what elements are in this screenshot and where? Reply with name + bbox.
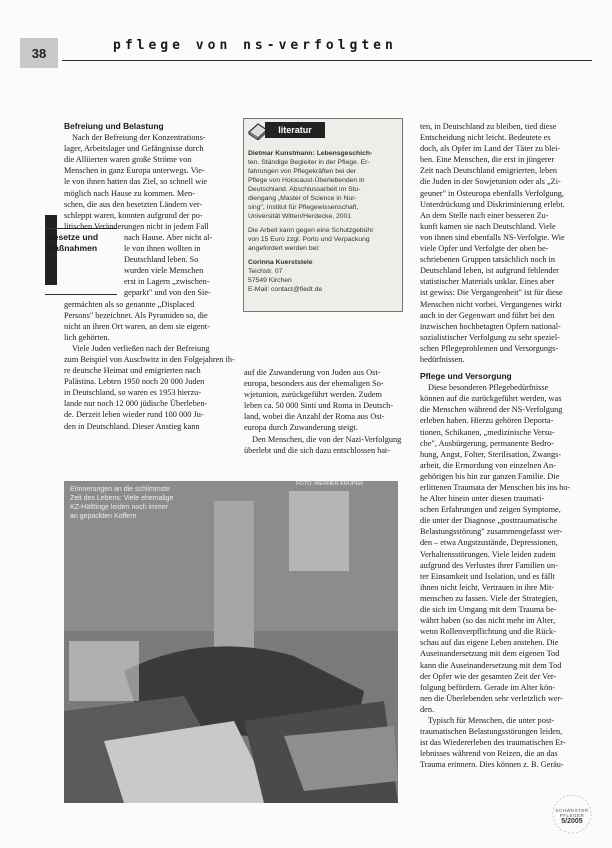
text-line: Menschen nicht vorbei. Vergangenes wirkt bbox=[420, 299, 562, 309]
text-line: Persons" bezeichnet. Als Pyramiden so, die bbox=[64, 310, 208, 320]
text-line: Menschen in ganz Europa unterwegs. Vie- bbox=[64, 166, 205, 176]
photo-credit: FOTO: WERNER KRÜPER bbox=[296, 481, 364, 487]
text-line: che", Ausbürgerung, permanente Bedro- bbox=[420, 438, 554, 448]
right-column bbox=[420, 121, 586, 770]
text-line: inzwischen hochbetagten Opfern national- bbox=[420, 321, 561, 331]
left-column bbox=[64, 121, 236, 432]
literature-note-line: angefordert werden bei: bbox=[248, 245, 320, 252]
contact-line: 57549 Kirchen bbox=[248, 277, 292, 284]
contact-email: E-Mail: contact@fiedt.de bbox=[248, 286, 323, 293]
literature-line: sing", Institut für Pflegewissenschaft, bbox=[248, 204, 359, 211]
text-line: ben. Eine Menschen, die erst in jüngerer bbox=[420, 155, 555, 165]
text-line: Viele Juden verließen nach der Befreiung bbox=[72, 343, 210, 353]
text-line: re deutsche Heimat und emigrierten nach bbox=[64, 366, 201, 376]
text-line: he Alter hinein unter diesen traumati- bbox=[420, 494, 545, 504]
margin-label-line: Maßnahmen bbox=[47, 243, 98, 253]
text-line: Trauma erinnern. Dies können z. B. Geräu- bbox=[420, 760, 564, 770]
text-line: Deutschland leben. So bbox=[124, 255, 199, 265]
text-line: viele Opfer und Verfolgte der oben be- bbox=[420, 244, 549, 254]
caption-line: Erinnerungen an die schlimmste bbox=[70, 486, 170, 493]
text-line: lich gehörten. bbox=[64, 332, 110, 342]
text-line: erlittenen Traumata der Menschen bis ins ho- bbox=[420, 483, 571, 492]
caption-line: KZ-Häftlinge leiden noch immer bbox=[70, 504, 169, 511]
text-line: Unterdrückung und Diskriminierung erlebt. bbox=[420, 199, 565, 209]
text-line: litischen Veränderungen nicht in jedem Fall bbox=[64, 221, 209, 231]
literature-line: Dietmar Kunstmann: Lebensgeschich- bbox=[248, 150, 373, 157]
photo-caption bbox=[70, 485, 245, 521]
text-line: hung, Angst, Folter, Sterilisation, Zwangs- bbox=[420, 449, 562, 459]
text-line: land, wobei die Anzahl der Roma aus Ost- bbox=[244, 412, 385, 422]
page-number: 38 bbox=[20, 38, 58, 68]
text-line: Deutschland leben, ist aufgrund fehlender bbox=[420, 266, 559, 276]
literature-line: ten. Ständige Begleiter in der Pflege. Er- bbox=[248, 159, 370, 166]
text-line: lande nur noch 12 000 jüdische Überleben- bbox=[64, 399, 208, 409]
text-line: auch in der Gegenwart und führt bei den bbox=[420, 310, 555, 320]
text-line: ten, in Deutschland zu bleiben, tied diese bbox=[420, 122, 557, 131]
text-line: tionen, Schikanen, „medizinische Versu- bbox=[420, 427, 555, 437]
text-line: ter Einsamkeit und Isolation, und es fällt bbox=[420, 571, 555, 581]
text-line: le von ihnen hatten das Ziel, so schnell wie bbox=[64, 177, 208, 187]
text-line: Auseinandersetzung mit dem eigenen Tod bbox=[420, 649, 560, 659]
text-line: traumatischen Belastungsstörungen leiden, bbox=[420, 727, 563, 737]
text-line: le von ihnen wollten in bbox=[124, 244, 201, 254]
text-line: Zeit nach Deutschland emigrierten, leben bbox=[420, 166, 558, 176]
header-rule bbox=[62, 60, 592, 61]
contact-line: Corinna Kuerststele bbox=[248, 259, 313, 266]
text-line: geuner" in Osteuropa ebenfalls Verfolgung, bbox=[420, 188, 565, 198]
text-line: aufgrund des Verlustes ihrer Familien un- bbox=[420, 560, 558, 570]
text-line: Verhaltensstörungen. Viele leiden zudem bbox=[420, 549, 556, 559]
text-line: doch, als Opfer im Land der Täter zu blei- bbox=[420, 144, 561, 154]
text-line: Typisch für Menschen, die unter post- bbox=[428, 715, 555, 725]
text-line: gehörigen bis hin zur ganzen Familie. Die bbox=[420, 471, 560, 481]
text-line: europa durch Zuwanderung steigt. bbox=[244, 423, 358, 433]
text-line: wenn Rollenverpflichtung und die Rück- bbox=[420, 627, 556, 637]
text-line: wjetunion, zurückgeführt werden. Zudem bbox=[244, 390, 383, 400]
text-line: wurden viele Menschen bbox=[124, 266, 204, 276]
text-line: erst in Lagern „zwischen- bbox=[124, 277, 210, 287]
photo-suitcases bbox=[64, 481, 398, 803]
text-line: die unter der Diagnose „posttraumatische bbox=[420, 516, 558, 526]
text-line: schen, die aus den besetzten Ländern ver- bbox=[64, 199, 203, 209]
text-line: schau auf das eigene Leben anstehen. Die bbox=[420, 638, 559, 648]
text-line: Palästina. Lebten 1950 noch 20 000 Juden bbox=[64, 377, 205, 387]
literature-line: Universität Witten/Herdecke, 2001 bbox=[248, 213, 352, 220]
text-line: lebnisses während von Reizen, die an das bbox=[420, 749, 558, 759]
footer-issue: 5/2005 bbox=[561, 818, 583, 825]
margin-label-line: Gesetze und bbox=[47, 232, 99, 242]
section-heading: Pflege und Versorgung bbox=[420, 371, 512, 382]
text-line: Nach der Befreiung der Konzentrations- bbox=[72, 133, 206, 143]
contact-line: Teichstr. 07 bbox=[248, 268, 283, 275]
text-line: überlebt und die sich dazu entschlossen hat- bbox=[244, 445, 391, 455]
text-line: folgung befördern. Gerade im Alter kön- bbox=[420, 682, 556, 692]
text-line: den. bbox=[420, 704, 435, 714]
text-line: währt haben (so das nicht mehr im Alter, bbox=[420, 616, 556, 626]
text-line: kunft kamen sie nach Deutschland. Viele bbox=[420, 221, 556, 231]
text-line: europa, besonders aus der ehemaligen So- bbox=[244, 379, 384, 389]
text-line: menschen zu fassen. Viele der Strategien, bbox=[420, 593, 558, 603]
text-line: sozialistischer Verfolgung zu sehr speziel- bbox=[420, 332, 560, 342]
text-line: Entscheidung nicht leicht. Bedeutete es bbox=[420, 133, 551, 143]
footer-badge bbox=[551, 808, 593, 825]
text-line: lager, Arbeitslager und Gefängnisse durch bbox=[64, 144, 204, 154]
literature-line: fahrungen von Pflegekräften bei der bbox=[248, 168, 357, 175]
text-line: zum Beispiel von Auschwitz in den Folgejahren ih- bbox=[64, 354, 235, 364]
literature-header: literatur bbox=[265, 122, 325, 138]
section-heading: Befreiung und Belastung bbox=[64, 121, 164, 131]
text-line: geparkt" und von den Sie- bbox=[124, 288, 211, 298]
text-line: de. Derzeit leben wieder rund 100 000 Ju- bbox=[64, 410, 204, 420]
text-line: von ihnen sind ebenfalls NS-Verfolgte. Wie bbox=[420, 232, 565, 242]
literature-note-line: von 15 Euro zzgl. Porto und Verpackung bbox=[248, 236, 370, 243]
text-line: den in Deutschland. Dieser Anstieg kann bbox=[64, 421, 200, 431]
text-line: den – etwa Angstzustände, Depressionen, bbox=[420, 538, 558, 548]
text-line: arbeit, die Ermordung von einzelnen An- bbox=[420, 460, 556, 470]
literature-body bbox=[248, 149, 398, 294]
text-line: nicht an ihren Ort waren, an dem sie eigent- bbox=[64, 321, 210, 331]
text-line: germächten als so genannte „Displaced bbox=[64, 299, 195, 309]
running-header-title: pflege von ns-verfolgten bbox=[113, 38, 397, 53]
narrow-block bbox=[124, 232, 236, 299]
text-line: statistischer Materials unklar. Eines aber bbox=[420, 277, 555, 287]
text-line: ist gewiss: Die Vergangenheit" ist für diese bbox=[420, 288, 563, 298]
text-line: schriebenen Gruppen tatsächlich noch in bbox=[420, 255, 556, 265]
text-line: erleben haben. Hierzu gehören Deporta- bbox=[420, 416, 554, 426]
text-line: leben ca. 50 000 Sinti und Roma in Deutsch- bbox=[244, 401, 394, 411]
footer-badge-text: SCHWESTER PFLEGER bbox=[555, 808, 589, 818]
text-line: ihnen nicht leicht, Vertrauen in ihre Mit- bbox=[420, 582, 555, 592]
text-line: Diese besonderen Pflegebedürfnisse bbox=[428, 383, 549, 393]
literature-line: diengang „Master of Science in Nur- bbox=[248, 195, 357, 202]
text-line: schen Erfahrungen und zeigen Symptome, bbox=[420, 505, 561, 515]
text-line: können auf die zurückgeführt werden, was bbox=[420, 394, 562, 404]
text-line: An dem Stelle nach einer besseren Zu- bbox=[420, 210, 549, 220]
text-line: in Deutschland, so waren es 1953 hierzu- bbox=[64, 388, 202, 398]
caption-line: an gepackten Koffern bbox=[70, 513, 137, 520]
text-line: bedürfnissen. bbox=[420, 354, 465, 364]
text-line: die Juden in der Sowjetunion oder als „Zi- bbox=[420, 177, 561, 187]
text-line: auf die Zuwanderung von Juden aus Ost- bbox=[244, 368, 381, 377]
text-line: die sich im Umgang mit dem Trauma be- bbox=[420, 605, 557, 615]
text-line: Den Menschen, die von der Nazi-Verfolgung bbox=[252, 434, 402, 444]
text-line: die Alliierten waren große Ströme von bbox=[64, 155, 192, 165]
literature-line: Pflege von Holocaust-Überlebenden in bbox=[248, 177, 365, 184]
text-line: ist das Wiedererleben des traumatischen Er- bbox=[420, 738, 566, 748]
text-line: Belastungsstörung" zusammengefasst wer- bbox=[420, 527, 563, 537]
middle-column bbox=[244, 367, 402, 456]
text-line: der Opfer wie der gesamten Zeit der Ver- bbox=[420, 671, 557, 681]
text-line: schleppt waren, konnten aufgrund der po- bbox=[64, 210, 203, 220]
text-line: möglich nach Hause zu kommen. Men- bbox=[64, 188, 195, 198]
text-line: schen Pflegeproblemen und Versorgungs- bbox=[420, 343, 559, 353]
caption-line: Zeit des Lebens: Viele ehemalige bbox=[70, 495, 174, 502]
text-line: die Menschen während der NS-Verfolgung bbox=[420, 405, 563, 415]
literature-note-line: Die Arbeit kann gegen eine Schutzgebühr bbox=[248, 227, 374, 234]
text-line: kann die Auseinandersetzung mit dem Tod bbox=[420, 660, 562, 670]
text-line: nach Hause. Aber nicht al- bbox=[124, 232, 213, 242]
text-line: nen die Überlebenden sehr verletzlich wer- bbox=[420, 693, 563, 703]
literature-line: Deutschland. Abschlussarbeit im Stu- bbox=[248, 186, 361, 193]
